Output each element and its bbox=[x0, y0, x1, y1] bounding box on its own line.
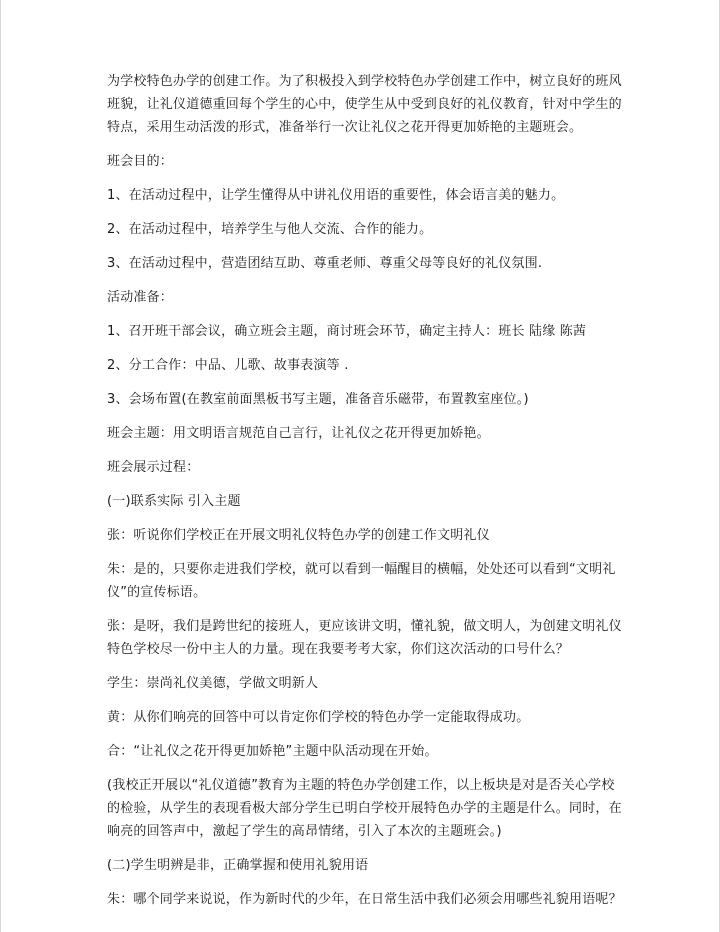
preparation-item-2: 2、分工合作：中品、儿歌、故事表演等 . bbox=[107, 358, 349, 373]
section-heading-purpose: 班会目的： bbox=[107, 154, 174, 169]
section-heading-process: 班会展示过程： bbox=[107, 460, 200, 475]
dialogue-line: 张：听说你们学校正在开展文明礼仪特色办学的创建工作文明礼仪 bbox=[107, 528, 490, 543]
subsection-heading-1: (一)联系实际 引入主题 bbox=[107, 494, 241, 509]
preparation-item-3: 3、会场布置(在教室前面黑板书写主题，准备音乐磁带，布置教室座位。) bbox=[107, 392, 529, 407]
commentary-paragraph: (我校正开展以“礼仪道德”教育为主题的特色办学创建工作，以上板块是对是否关心学校的检验，从学生的表现看极大部分学生已明白学校开展特色办学的主题是什么。同时，在响亮的回答声中，激起了学生的高昂情绪，引入了本次的主题班会。) bbox=[107, 778, 622, 839]
dialogue-line: 朱：哪个同学来说说，作为新时代的少年，在日常生活中我们必须会用哪些礼貌用语呢？ bbox=[107, 892, 622, 907]
intro-paragraph: 为学校特色办学的创建工作。为了积极投入到学校特色办学创建工作中，树立良好的班风班貌，让礼仪道德重回每个学生的心中，使学生从中受到良好的礼仪教育，针对中学生的特点，采用生动活泼的形式，准备举行一次让礼仪之花开得更加娇艳的主题班会。 bbox=[107, 74, 622, 135]
dialogue-line: 黄：从你们响亮的回答中可以肯定你们学校的特色办学一定能取得成功。 bbox=[107, 710, 530, 725]
purpose-item-1: 1、在活动过程中，让学生懂得从中讲礼仪用语的重要性，体会语言美的魅力。 bbox=[107, 188, 565, 203]
purpose-item-3: 3、在活动过程中，营造团结互助、尊重老师、尊重父母等良好的礼仪氛围. bbox=[107, 256, 543, 271]
dialogue-line: 合：“让礼仪之花开得更加娇艳”主题中队活动现在开始。 bbox=[107, 744, 438, 759]
document-body bbox=[107, 70, 627, 922]
subsection-heading-2: (二)学生明辨是非，正确掌握和使用礼貌用语 bbox=[107, 858, 369, 873]
meeting-theme: 班会主题：用文明语言规范自己言行，让礼仪之花开得更加娇艳。 bbox=[107, 426, 490, 441]
dialogue-line: 张：是呀，我们是跨世纪的接班人，更应该讲文明，懂礼貌，做文明人，为创建文明礼仪特色学校尽一份中主人的力量。现在我要考考大家，你们这次活动的口号什么？ bbox=[107, 619, 622, 657]
purpose-item-2: 2、在活动过程中，培养学生与他人交流、合作的能力。 bbox=[107, 222, 433, 237]
section-heading-preparation: 活动准备： bbox=[107, 290, 174, 305]
dialogue-line: 朱：是的，只要你走进我们学校，就可以看到一幅醒目的横幅，处处还可以看到“文明礼仪”的宣传标语。 bbox=[107, 562, 616, 600]
dialogue-line: 学生：崇尚礼仪美德，学做文明新人 bbox=[107, 676, 319, 691]
preparation-item-1: 1、召开班干部会议，确立班会主题，商讨班会环节，确定主持人：班长 陆缘 陈茜 bbox=[107, 324, 587, 339]
